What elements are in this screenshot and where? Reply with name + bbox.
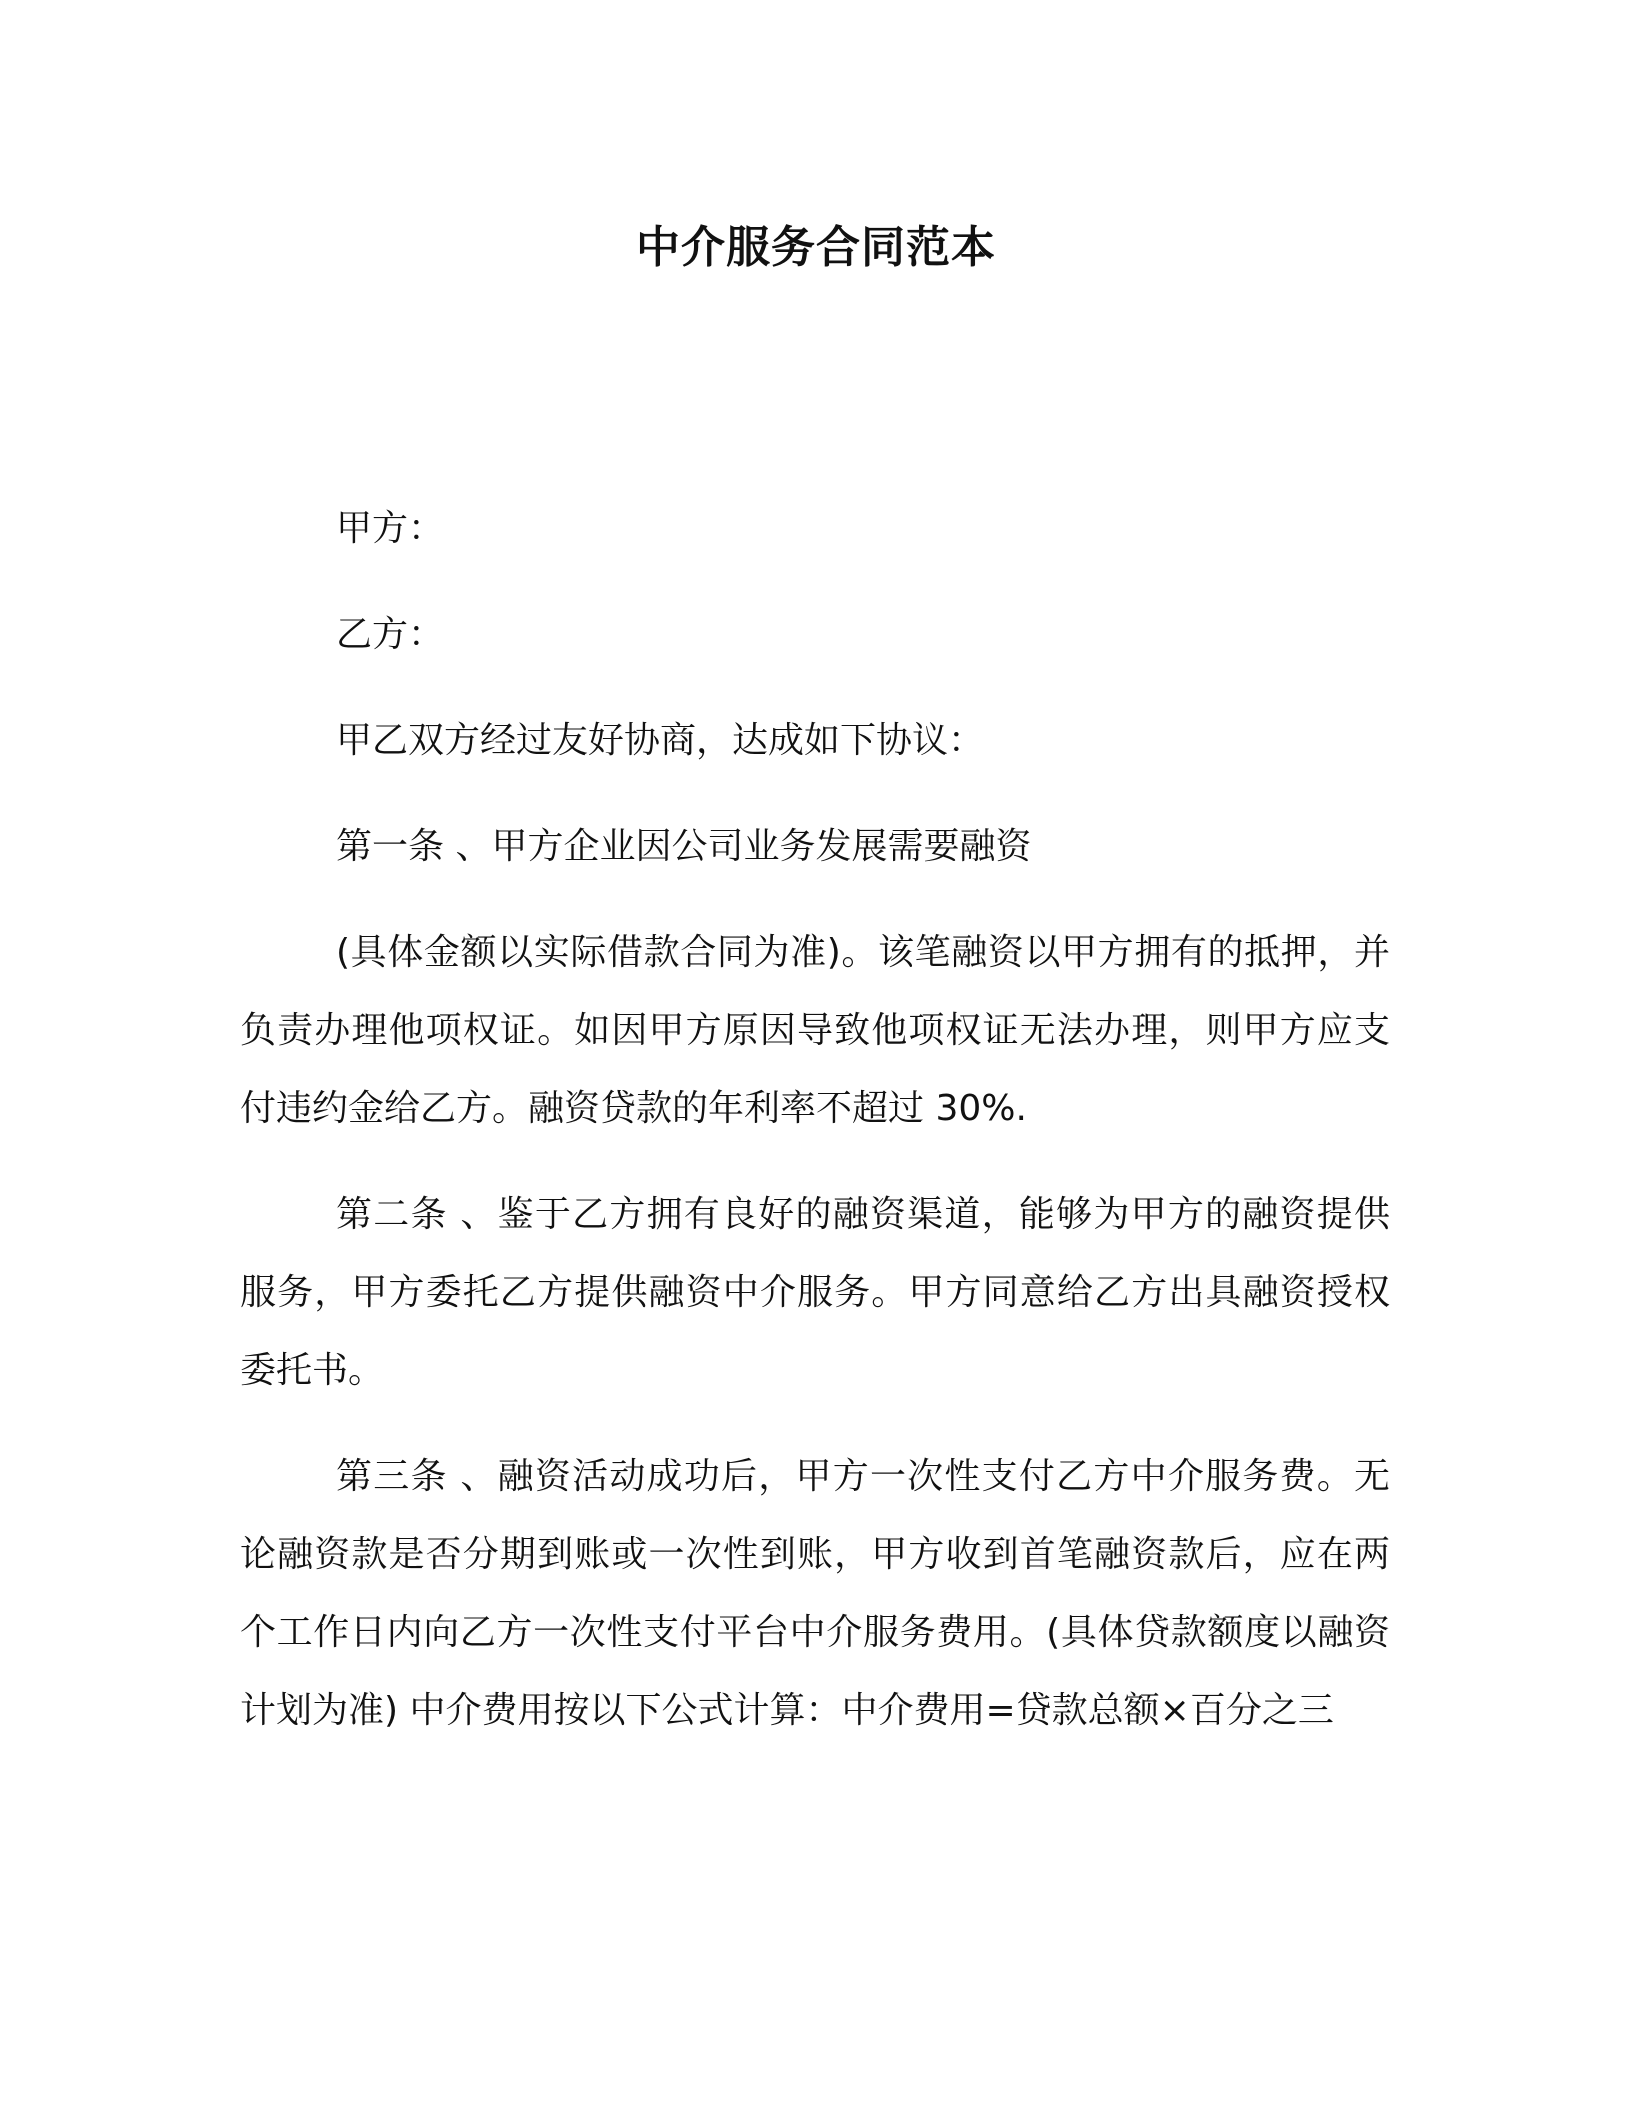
article-1-heading: 第一条 、甲方企业因公司业务发展需要融资 — [336, 826, 1032, 867]
agreement-intro: 甲乙双方经过友好协商，达成如下协议： — [336, 720, 985, 761]
article-2: 第二条 、鉴于乙方拥有良好的融资渠道，能够为甲方的融资提供服务，甲方委托乙方提供融资中介服务。甲方同意给乙方出具融资授权委托书。 — [240, 1194, 1390, 1391]
article-1-body: (具体金额以实际借款合同为准)。该笔融资以甲方拥有的抵押，并负责办理他项权证。如因甲方原因导致他项权证无法办理，则甲方应支付违约金给乙方。融资贷款的年利率不超过 30%. — [240, 932, 1390, 1129]
document-body — [240, 490, 1390, 1778]
document-title: 中介服务合同范本 — [636, 222, 996, 273]
party-b-line: 乙方： — [336, 614, 445, 655]
article-3: 第三条 、融资活动成功后，甲方一次性支付乙方中介服务费。无论融资款是否分期到账或一次性到账，甲方收到首笔融资款后，应在两个工作日内向乙方一次性支付平台中介服务费用。(具体贷款额度以融资计划为准) 中介费用按以下公式计算：中介费用=贷款总额×百分之三 — [240, 1456, 1390, 1731]
party-a-line: 甲方： — [336, 508, 445, 549]
